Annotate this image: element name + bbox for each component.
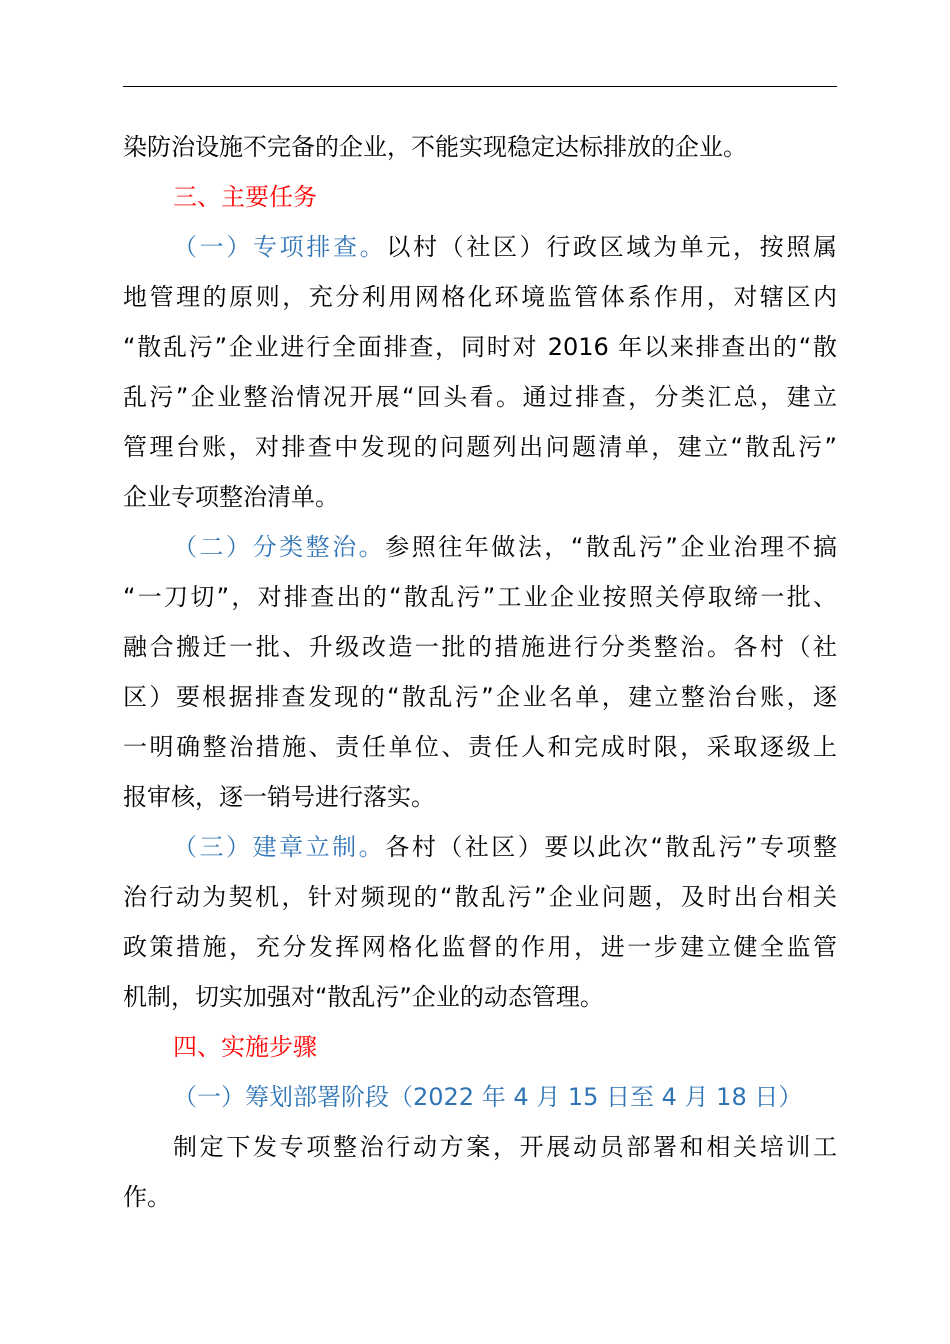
paragraph-line: 融合搬迁一批、升级改造一批的措施进行分类整治。各村（社	[123, 633, 837, 661]
paragraph-line	[173, 230, 837, 264]
paragraph-line: 管理台账，对排查中发现的问题列出问题清单，建立“散乱污”	[123, 433, 837, 461]
paragraph-line: 乱污”企业整治情况开展“回头看。通过排查，分类汇总，建立	[123, 383, 837, 411]
paragraph-line: 染防治设施不完备的企业，不能实现稳定达标排放的企业。	[123, 133, 747, 161]
paragraph-line: 政策措施，充分发挥网格化监督的作用，进一步建立健全监管	[123, 933, 837, 961]
section-heading-implementation-steps: 四、实施步骤	[173, 1033, 317, 1061]
paragraph-line: 地管理的原则，充分利用网格化环境监管体系作用，对辖区内	[123, 283, 837, 311]
paragraph-line: 作。	[123, 1183, 171, 1211]
subheading-planning-phase: （一）筹划部署阶段（2022 年 4 月 15 日至 4 月 18 日）	[173, 1083, 803, 1111]
paragraph-line: 一明确整治措施、责任单位、责任人和完成时限，采取逐级上	[123, 733, 837, 761]
paragraph-text: 各村（社区）要以此次“散乱污”专项整	[385, 833, 837, 861]
paragraph-line: “散乱污”企业进行全面排查，同时对 2016 年以来排查出的“散	[123, 333, 837, 361]
paragraph-line	[173, 530, 837, 564]
paragraph-line: 机制，切实加强对“散乱污”企业的动态管理。	[123, 983, 604, 1011]
subheading-special-inspection: （一）专项排查。	[173, 233, 387, 261]
paragraph-text: 以村（社区）行政区域为单元，按照属	[386, 233, 837, 261]
header-rule	[123, 86, 837, 87]
paragraph-line	[173, 830, 837, 864]
paragraph-line: “一刀切”，对排查出的“散乱污”工业企业按照关停取缔一批、	[123, 583, 837, 611]
section-heading-main-tasks: 三、主要任务	[173, 183, 317, 211]
subheading-classified-rectification: （二）分类整治。	[173, 533, 386, 561]
paragraph-line: 报审核，逐一销号进行落实。	[123, 783, 435, 811]
paragraph-line: 企业专项整治清单。	[123, 483, 339, 511]
paragraph-line: 区）要根据排查发现的“散乱污”企业名单，建立整治台账，逐	[123, 683, 837, 711]
paragraph-line: 治行动为契机，针对频现的“散乱污”企业问题，及时出台相关	[123, 883, 837, 911]
subheading-establish-rules: （三）建章立制。	[173, 833, 386, 861]
paragraph-text: 参照往年做法，“散乱污”企业治理不搞	[385, 533, 837, 561]
paragraph-line: 制定下发专项整治行动方案，开展动员部署和相关培训工	[173, 1133, 837, 1161]
